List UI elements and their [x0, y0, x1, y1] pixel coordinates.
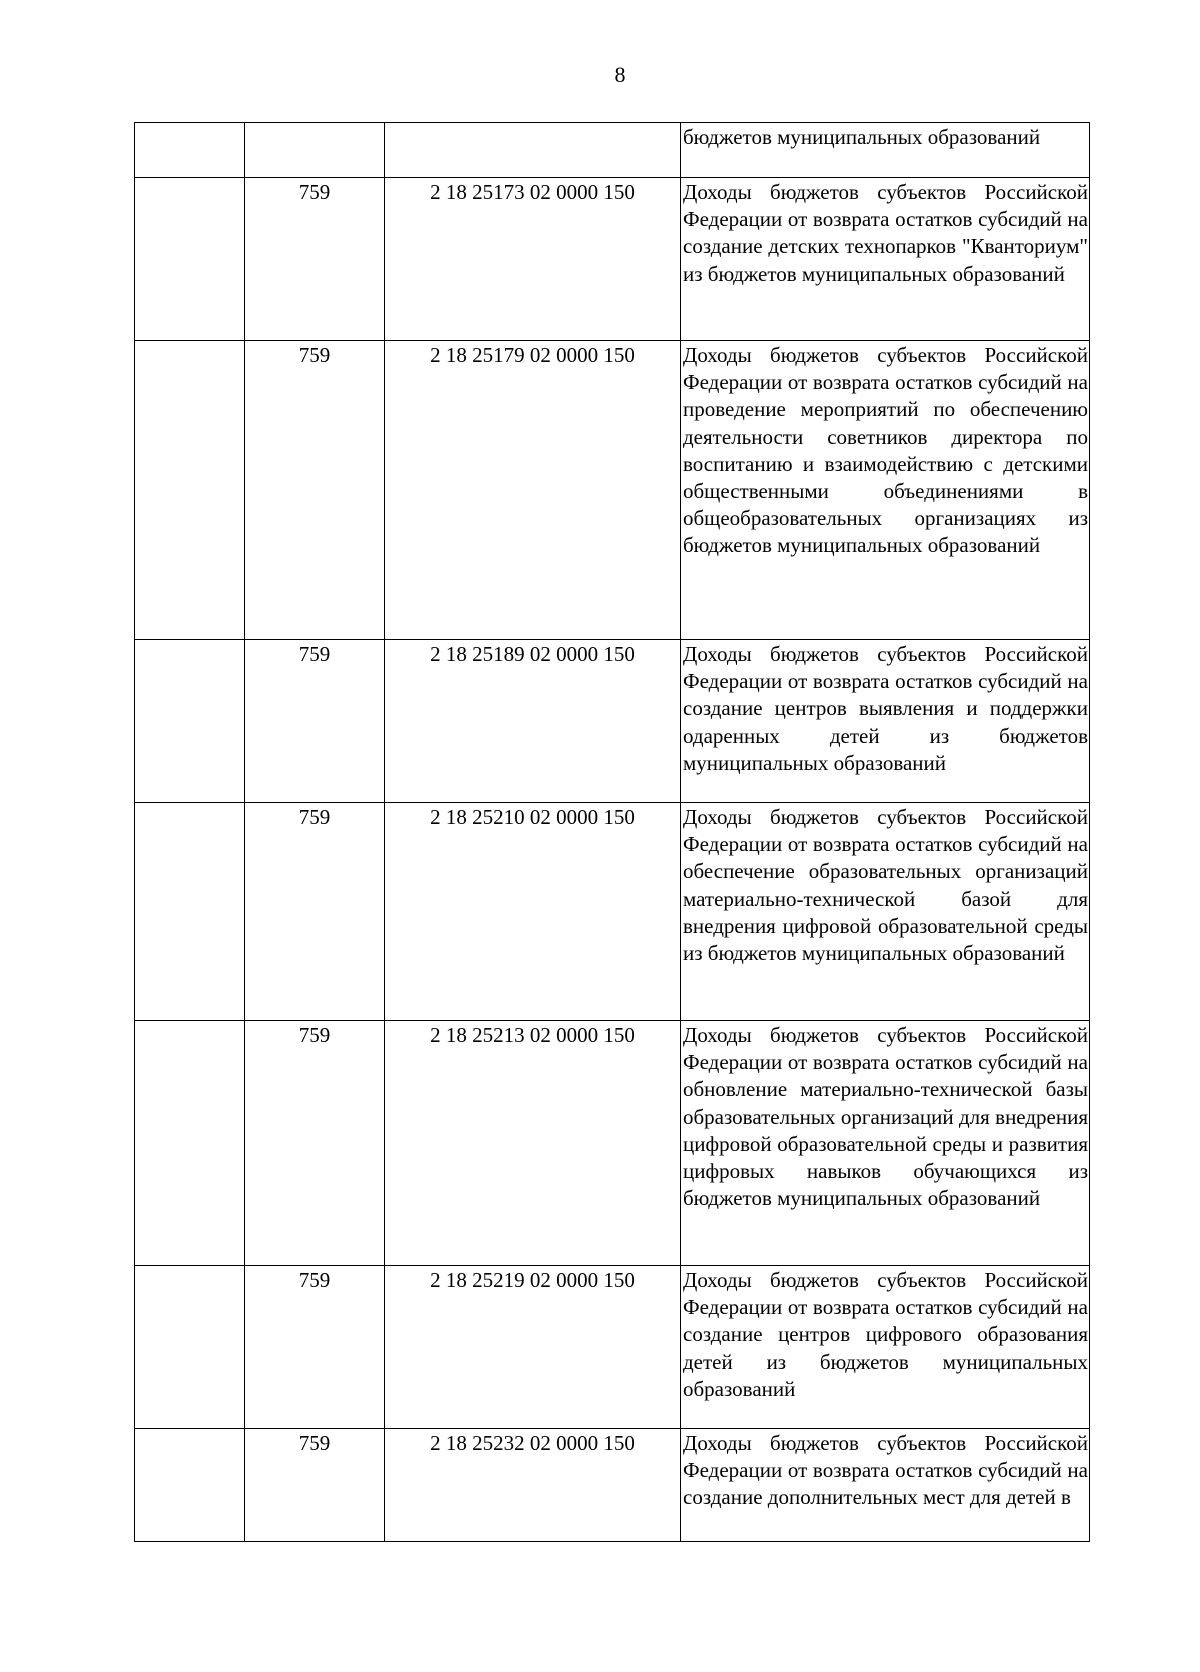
empty-cell — [135, 123, 245, 178]
table-row — [135, 1266, 1090, 1429]
table-row — [135, 123, 1090, 178]
budget-code-cell: 2 18 25213 02 0000 150 — [385, 1021, 681, 1266]
description-text: Доходы бюджетов субъектов Российской Федерации от возврата остатков субсидий на обеспечение образовательных организаций материально-технической базой для внедрения цифровой образовательной среды из бюджетов муниципальных образований — [683, 805, 1088, 966]
budget-code-cell: 2 18 25219 02 0000 150 — [385, 1266, 681, 1429]
admin-code-cell: 759 — [245, 1429, 385, 1542]
description-text: Доходы бюджетов субъектов Российской Федерации от возврата остатков субсидий на создание центров цифрового образования детей из бюджетов муниципальных образований — [683, 1268, 1088, 1401]
description-text: бюджетов муниципальных образований — [683, 125, 1041, 149]
admin-code-cell: 759 — [245, 341, 385, 640]
description-text: Доходы бюджетов субъектов Российской Федерации от возврата остатков субсидий на создание детских технопарков "Кванториум" из бюджетов муниципальных образований — [683, 180, 1088, 286]
page-number: 8 — [614, 62, 626, 87]
admin-code-cell: 759 — [245, 178, 385, 341]
description-cell — [681, 640, 1090, 803]
description-text: Доходы бюджетов субъектов Российской Федерации от возврата остатков субсидий на проведение мероприятий по обеспечению деятельности советников директора по воспитанию и взаимодействию с детскими общественными объединениями в общеобразовательных организациях из бюджетов муниципальных образований — [683, 343, 1088, 558]
admin-code-cell: 759 — [245, 1021, 385, 1266]
table-row — [135, 1021, 1090, 1266]
budget-code-cell: 2 18 25232 02 0000 150 — [385, 1429, 681, 1542]
description-cell — [681, 341, 1090, 640]
budget-code-cell: 2 18 25210 02 0000 150 — [385, 803, 681, 1021]
description-cell — [681, 803, 1090, 1021]
table-row — [135, 803, 1090, 1021]
admin-code-cell: 759 — [245, 1266, 385, 1429]
admin-code-cell — [245, 123, 385, 178]
table-body — [135, 123, 1090, 1542]
description-cell — [681, 123, 1090, 178]
table-row — [135, 178, 1090, 341]
empty-cell — [135, 640, 245, 803]
description-cell — [681, 1266, 1090, 1429]
empty-cell — [135, 341, 245, 640]
admin-code-cell: 759 — [245, 640, 385, 803]
description-cell — [681, 1021, 1090, 1266]
budget-classification-table — [134, 122, 1090, 1542]
table-row — [135, 341, 1090, 640]
description-text: Доходы бюджетов субъектов Российской Федерации от возврата остатков субсидий на обновление материально-технической базы образовательных организаций для внедрения цифровой образовательной среды и развития цифровых навыков обучающихся из бюджетов муниципальных образований — [683, 1023, 1088, 1211]
description-cell — [681, 178, 1090, 341]
budget-code-cell — [385, 123, 681, 178]
admin-code-cell: 759 — [245, 803, 385, 1021]
budget-code-cell: 2 18 25189 02 0000 150 — [385, 640, 681, 803]
budget-code-cell: 2 18 25173 02 0000 150 — [385, 178, 681, 341]
empty-cell — [135, 1266, 245, 1429]
table-row — [135, 1429, 1090, 1542]
description-text: Доходы бюджетов субъектов Российской Федерации от возврата остатков субсидий на создание дополнительных мест для детей в — [683, 1431, 1088, 1510]
description-cell — [681, 1429, 1090, 1542]
empty-cell — [135, 803, 245, 1021]
budget-code-cell: 2 18 25179 02 0000 150 — [385, 341, 681, 640]
description-text: Доходы бюджетов субъектов Российской Федерации от возврата остатков субсидий на создание центров выявления и поддержки одаренных детей из бюджетов муниципальных образований — [683, 642, 1088, 775]
empty-cell — [135, 178, 245, 341]
empty-cell — [135, 1429, 245, 1542]
empty-cell — [135, 1021, 245, 1266]
table-row — [135, 640, 1090, 803]
